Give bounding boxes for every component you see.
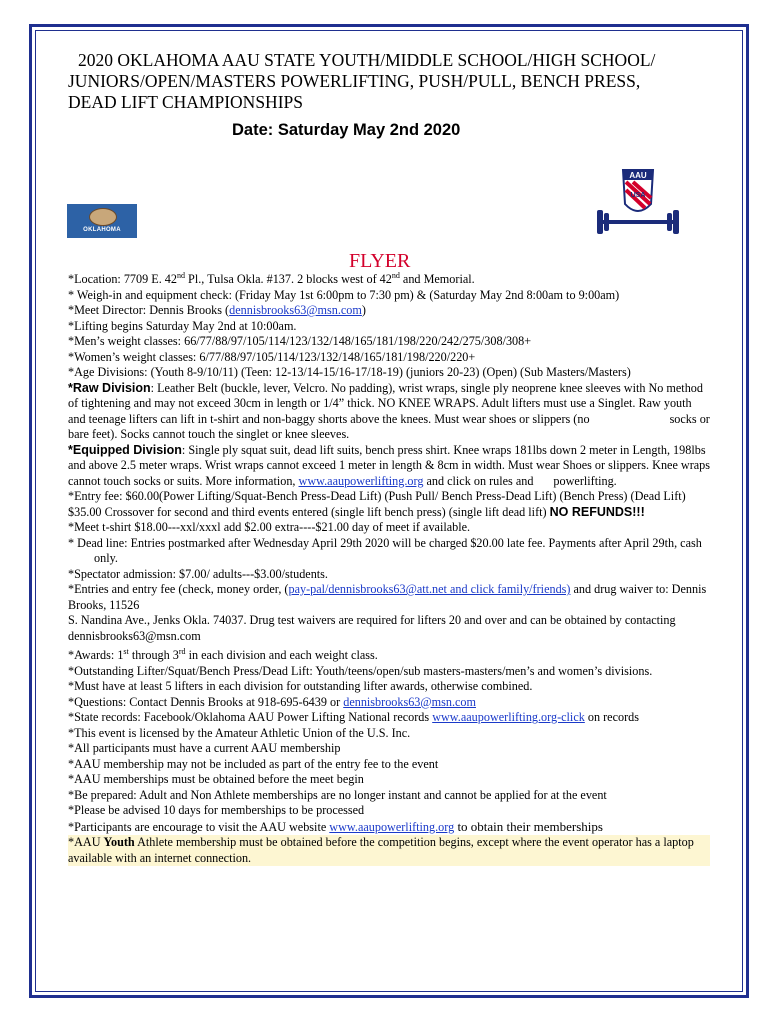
spectator-line: *Spectator admission: $7.00/ adults---$3.00/students. (68, 566, 328, 581)
rules-link[interactable]: www.aaupowerlifting.org (298, 473, 424, 488)
title-line-2: JUNIORS/OPEN/MASTERS POWERLIFTING, PUSH/PULL, BENCH PRESS, (68, 71, 641, 91)
event-date: Date: Saturday May 2nd 2020 (232, 121, 461, 139)
questions-line: *Questions: Contact Dennis Brooks at 918-695-6439 or dennisbrooks63@msn.com (68, 694, 476, 709)
aau-usa-logo (593, 164, 683, 242)
youth-membership-line: *AAU Youth Athlete membership must be obtained before the competition begins, except where the event operator has a laptop available with an internet connection. (68, 835, 710, 866)
paypal-link[interactable]: pay-pal/dennisbrooks63@att.net and click family/friends) (288, 582, 571, 597)
director-email-link[interactable]: dennisbrooks63@msn.com (229, 303, 362, 318)
records-link[interactable]: www.aaupowerlifting.org-click (432, 710, 585, 725)
questions-email-link[interactable]: dennisbrooks63@msn.com (343, 694, 476, 709)
flyer-body (68, 268, 710, 866)
equipped-division: *Equipped Division: Single ply squat suit, dead lift suits, bench press shirt. Knee wraps 181lbs down 2 meter in Length, 198lbs and above 2.5 meter wraps. Wrist wraps cannot exceed 1 meter in length & 8cm in width. Must wear Shoes or slippers. Knee wraps cannot touch socks or suits. More information, www.aaupowerlifting.org and click on rules and powerlifting. (68, 442, 711, 488)
entry-fee: *Entry fee: $60.00(Power Lifting/Squat-Bench Press-Dead Lift) (Push Pull/ Bench Press-Dead Lift) (Bench Press) (Dead Lift) (68, 489, 686, 504)
location-line: *Location: 7709 E. 42nd Pl., Tulsa Okla. #137. 2 blocks west of 42nd and Memorial. (68, 271, 475, 287)
weighin-line: * Weigh-in and equipment check: (Friday May 1st 6:00pm to 7:30 pm) & (Saturday May 2nd 8:00am to 9:00am) (68, 287, 620, 302)
entries-line: *Entries and entry fee (check, money order, (pay-pal/dennisbrooks63@att.net and click family/friends) and drug waiver to: Dennis Brooks, 11526 (68, 582, 707, 612)
age-divisions: *Age Divisions: (Youth 8-9/10/11) (Teen: 12-13/14-15/16-17/18-19) (juniors 20-23) (Open) (Sub Masters/Masters) (68, 365, 631, 380)
membership-link[interactable]: www.aaupowerlifting.org (329, 819, 455, 834)
current-membership-line: *All participants must have a current AAU membership (68, 741, 341, 756)
not-included-line: *AAU membership may not be included as part of the entry fee to the event (68, 756, 439, 771)
awards-line: *Awards: 1st through 3rd in each division and each weight class. (68, 647, 378, 663)
flag-label: OKLAHOMA (83, 227, 121, 233)
records-line: *State records: Facebook/Oklahoma AAU Power Lifting National records www.aaupowerlifting.org-click on records (68, 710, 639, 725)
visit-line: *Participants are encourage to visit the AAU website www.aaupowerlifting.org to obtain their memberships (68, 818, 603, 834)
deadline-line: * Dead line: Entries postmarked after Wednesday April 29th 2020 will be charged $20.00 late fee. Payments after April 29th, cashonly. (68, 535, 702, 566)
mens-classes: *Men’s weight classes: 66/77/88/97/105/114/123/132/148/165/181/198/220/242/275/308/308+ (68, 334, 532, 349)
event-title (68, 50, 708, 113)
before-meet-line: *AAU memberships must be obtained before the meet begin (68, 772, 364, 787)
flyer-heading: FLYER (349, 250, 411, 272)
advised-line: *Please be advised 10 days for memberships to be processed (68, 803, 365, 818)
oklahoma-flag-icon (67, 204, 137, 238)
svg-text:USA: USA (630, 192, 646, 199)
five-lifters-line: *Must have at least 5 lifters in each division for outstanding lifter awards, otherwise combined. (68, 679, 533, 694)
licensed-line: *This event is licensed by the Amateur Athletic Union of the U.S. Inc. (68, 725, 411, 740)
title-line-3: DEAD LIFT CHAMPIONSHIPS (68, 92, 303, 112)
tshirt-line: *Meet t-shirt $18.00---xxl/xxxl add $2.00 extra----$21.00 day of meet if available. (68, 520, 471, 535)
director-line: *Meet Director: Dennis Brooks (dennisbrooks63@msn.com) (68, 303, 366, 318)
womens-classes: *Women’s weight classes: 6/77/88/97/105/114/123/132/148/165/181/198/220/220+ (68, 349, 476, 364)
prepared-line: *Be prepared: Adult and Non Athlete memberships are no longer instant and cannot be applied for at the event (68, 787, 607, 802)
svg-text:AAU: AAU (629, 171, 647, 180)
outstanding-line: *Outstanding Lifter/Squat/Bench Press/Dead Lift: Youth/teens/open/sub masters-masters/men’s and women’s divisions. (68, 663, 653, 678)
raw-division: *Raw Division: Leather Belt (buckle, lever, Velcro. No padding), wrist wraps, single ply neoprene knee sleeves with No method of tightening and may not exceed 30cm in length or 1/4” thick. NO KNEE WRAPS. Adult lifters must use a Singlet. Raw youth and teenage lifters can lift in t-shirt and non-baggy shorts above the knees. Must wear shoes or slippers (no socks or bare feet). Socks cannot touch the singlet or knee sleeves. (68, 380, 710, 442)
crossover-line: $35.00 Crossover for second and third events entered (single lift bench press) (single lift dead lift) NO REFUNDS!!! (68, 504, 645, 519)
address-line: S. Nandina Ave., Jenks Okla. 74037. Drug test waivers are required for lifters 20 and over and can be obtained by contacting dennisbrooks63@msn.com (68, 613, 676, 643)
title-line-1: 2020 OKLAHOMA AAU STATE YOUTH/MIDDLE SCHOOL/HIGH SCHOOL/ (78, 50, 656, 70)
lifting-line: *Lifting begins Saturday May 2nd at 10:00am. (68, 318, 297, 333)
